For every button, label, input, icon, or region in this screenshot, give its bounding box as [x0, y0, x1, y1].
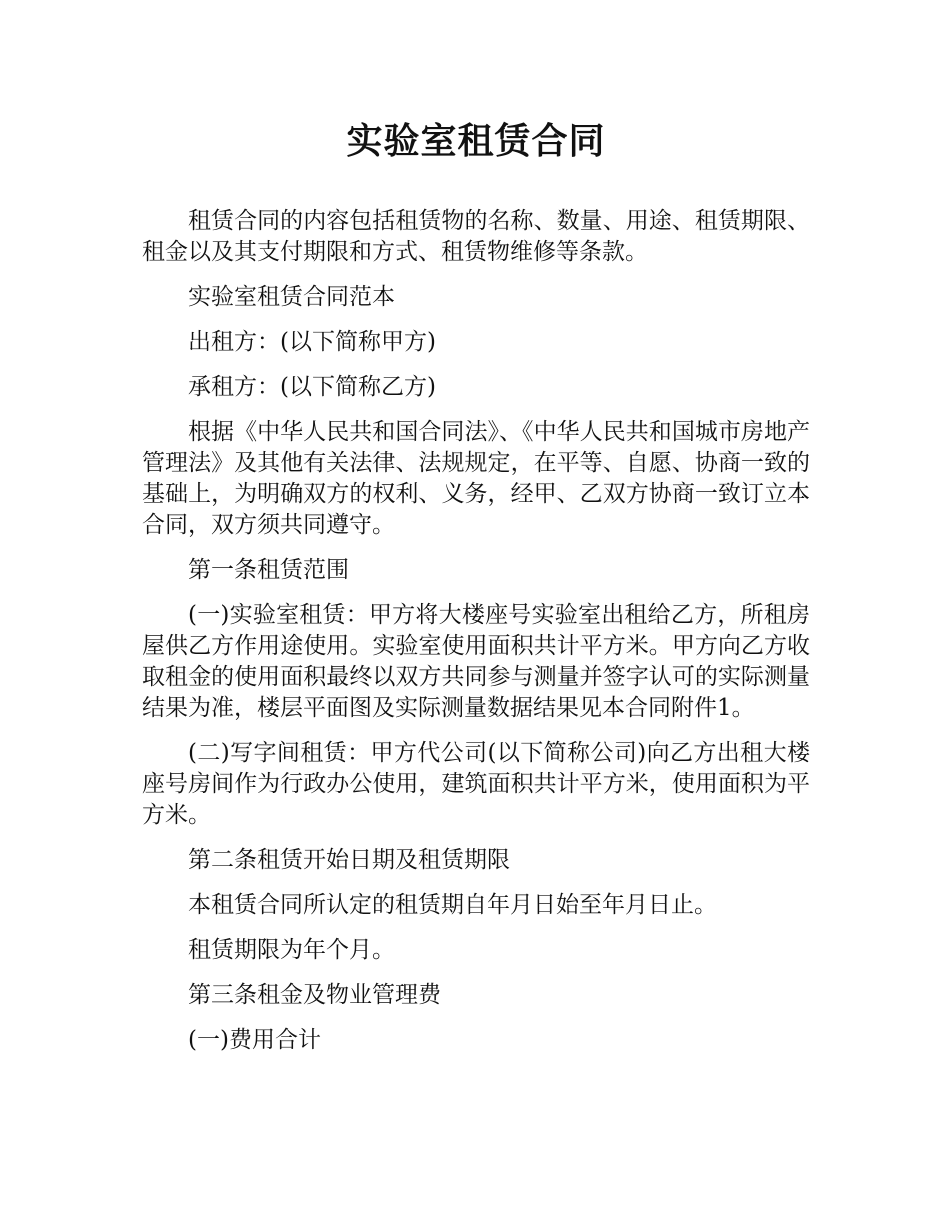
paragraph-article-2-heading: 第二条租赁开始日期及租赁期限	[188, 847, 510, 873]
paragraph-intro: 租赁合同的内容包括租赁物的名称、数量、用途、租赁期限、租金以及其支付期限和方式、租赁物维修等条款。	[142, 208, 810, 265]
paragraph-article-2-term: 租赁期限为年个月。	[188, 937, 395, 963]
document-page	[142, 0, 810, 1070]
paragraph-article-3-heading: 第三条租金及物业管理费	[188, 982, 441, 1008]
paragraph-article-2-period: 本租赁合同所认定的租赁期自年月日始至年月日止。	[188, 892, 717, 918]
document-body	[142, 206, 810, 1056]
paragraph-article-1-lab: (一)实验室租赁：甲方将大楼座号实验室出租给乙方，所租房屋供乙方作用途使用。实验室使用面积共计平方米。甲方向乙方收取租金的使用面积最终以双方共同参与测量并签字认可的实际测量结果为准，楼层平面图及实际测量数据结果见本合同附件1。	[142, 602, 810, 721]
document-title: 实验室租赁合同	[346, 121, 606, 162]
paragraph-legal-basis: 根据《中华人民共和国合同法》、《中华人民共和国城市房地产管理法》及其他有关法律、法规规定，在平等、自愿、协商一致的基础上，为明确双方的权利、义务，经甲、乙双方协商一致订立本合同，双方须共同遵守。	[142, 419, 810, 538]
paragraph-article-1-heading: 第一条租赁范围	[188, 557, 349, 583]
paragraph-article-3-total: (一)费用合计	[188, 1027, 321, 1053]
paragraph-template-heading: 实验室租赁合同范本	[188, 284, 395, 310]
paragraph-article-1-office: (二)写字间租赁：甲方代公司(以下简称公司)向乙方出租大楼座号房间作为行政办公使用，建筑面积共计平方米，使用面积为平方米。	[142, 740, 810, 828]
paragraph-lessee: 承租方：(以下简称乙方)	[188, 374, 436, 400]
paragraph-lessor: 出租方：(以下简称甲方)	[188, 329, 436, 355]
